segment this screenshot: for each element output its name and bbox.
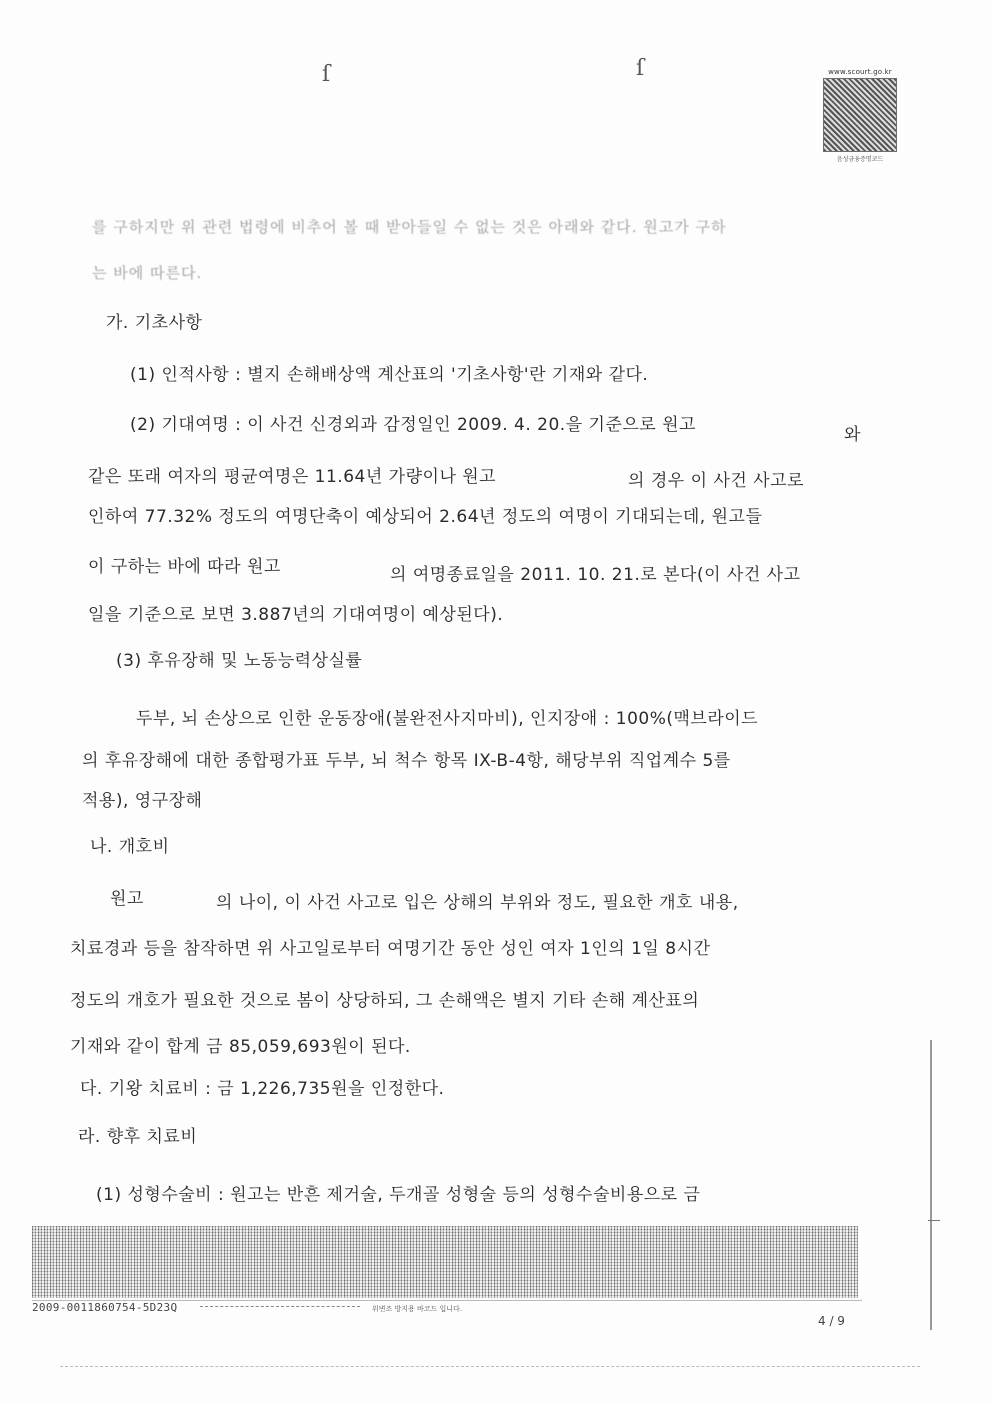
anti-forgery-barcode-icon <box>32 1226 858 1298</box>
section-heading-ra: 라. 향후 치료비 <box>78 1127 198 1147</box>
paragraph-item-3-line-3: 적용), 영구장해 <box>82 791 203 811</box>
section-heading-ga: 가. 기초사항 <box>106 313 203 333</box>
qr-caption: 음성금융증명코드 <box>836 156 884 163</box>
faded-line-2: 는 바에 따른다. <box>92 264 203 282</box>
document-id: 2009-0011860754-5D23Q <box>32 1301 178 1314</box>
qr-code-icon <box>823 78 897 152</box>
paragraph-item-2-line-1: (2) 기대여명 : 이 사건 신경외과 감정일인 2009. 4. 20.을 기준으로 원고 <box>130 415 696 435</box>
paragraph-item-2-line-2a: 같은 또래 여자의 평균여명은 11.64년 가량이나 원고 <box>88 467 497 487</box>
paragraph-na-line-1b: 의 나이, 이 사건 사고로 입은 상해의 부위와 정도, 필요한 개호 내용, <box>216 893 739 913</box>
section-heading-na: 나. 개호비 <box>90 837 170 857</box>
paragraph-item-2-line-2b: 의 경우 이 사건 사고로 <box>628 471 804 491</box>
scan-mark-left: ſ <box>322 62 331 87</box>
page-number: 4 / 9 <box>818 1314 845 1328</box>
paragraph-na-line-3: 정도의 개호가 필요한 것으로 봄이 상당하되, 그 손해액은 별지 기타 손해 계산표의 <box>70 991 700 1011</box>
footer-dotted-line <box>200 1306 360 1307</box>
verification-qr-block <box>822 68 898 168</box>
paragraph-ra-line-1: (1) 성형수술비 : 원고는 반흔 제거술, 두개골 성형술 등의 성형수술비용으로 금 <box>96 1185 701 1205</box>
footer-notice: 위변조 방지용 바코드 입니다. <box>372 1305 463 1313</box>
paragraph-na-line-1a: 원고 <box>110 889 144 909</box>
paragraph-item-2-line-5: 일을 기준으로 보면 3.887년의 기대여명이 예상된다). <box>88 605 504 625</box>
paragraph-item-3-line-2: 의 후유장해에 대한 종합평가표 두부, 뇌 척수 항목 IX-B-4항, 해당부위 직업계수 5를 <box>82 751 731 771</box>
section-heading-da: 다. 기왕 치료비 : 금 1,226,735원을 인정한다. <box>80 1079 445 1099</box>
paragraph-item-2-line-4a: 이 구하는 바에 따라 원고 <box>88 557 281 577</box>
paragraph-item-3-line-1: 두부, 뇌 손상으로 인한 운동장애(불완전사지마비), 인지장애 : 100%(맥브라이드 <box>136 709 759 729</box>
paragraph-item-1: (1) 인적사항 : 별지 손해배상액 계산표의 '기초사항'란 기재와 같다. <box>130 365 649 385</box>
margin-rule <box>930 1040 932 1330</box>
faded-line-1: 를 구하지만 위 관련 법령에 비추어 볼 때 받아들일 수 없는 것은 아래와 같다. 원고가 구하 <box>92 218 727 236</box>
paragraph-na-line-4: 기재와 같이 합계 금 85,059,693원이 된다. <box>70 1037 411 1057</box>
paragraph-na-line-2: 치료경과 등을 참작하면 위 사고일로부터 여명기간 동안 성인 여자 1인의 1일 8시간 <box>70 939 711 959</box>
scan-mark-right: ſ <box>636 56 645 81</box>
bottom-dashed-line <box>60 1366 920 1367</box>
paragraph-item-3: (3) 후유장해 및 노동능력상실률 <box>116 651 363 671</box>
paragraph-item-2-line-4b: 의 여명종료일을 2011. 10. 21.로 본다(이 사건 사고 <box>390 565 801 585</box>
margin-tick <box>928 1220 940 1221</box>
qr-url: www.scourt.go.kr <box>828 68 892 76</box>
paragraph-item-2-line-3: 인하여 77.32% 정도의 여명단축이 예상되어 2.64년 정도의 여명이 기대되는데, 원고들 <box>88 507 763 527</box>
paragraph-item-2-line-1-end: 와 <box>844 425 861 445</box>
